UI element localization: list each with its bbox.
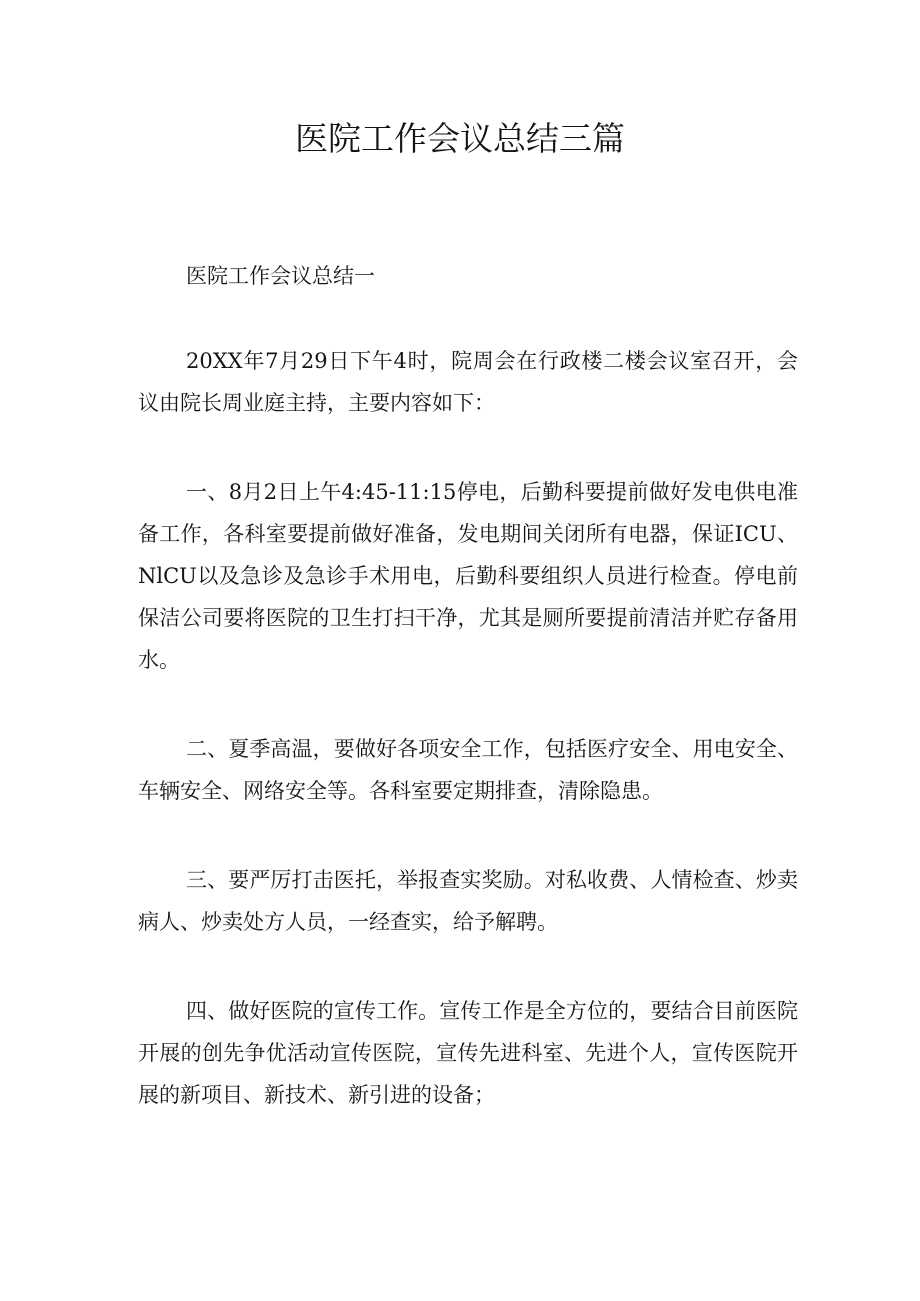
paragraph-item-4-publicity: 四、做好医院的宣传工作。宣传工作是全方位的，要结合目前医院开展的创先争优活动宣传医院，宣传先进科室、先进个人，宣传医院开展的新项目、新技术、新引进的设备； [138,999,798,1107]
paragraph-item-2-summer-safety: 二、夏季高温，要做好各项安全工作，包括医疗安全、用电安全、车辆安全、网络安全等。各科室要定期排查，清除隐患。 [138,737,798,803]
paragraph-meeting-intro: 20XX年7月29日下午4时，院周会在行政楼二楼会议室召开，会议由院长周业庭主持，主要内容如下： [138,349,798,415]
document-title: 医院工作会议总结三篇 [295,119,625,158]
paragraph-item-3-hospital-touts: 三、要严厉打击医托，举报查实奖励。对私收费、人情检查、炒卖病人、炒卖处方人员，一经查实，给予解聘。 [138,868,798,934]
paragraph-item-1-power-outage: 一、8月2日上午4:45-11:15停电，后勤科要提前做好发电供电准备工作，各科室要提前做好准备，发电期间关闭所有电器，保证ICU、NlCU以及急诊及急诊手术用电，后勤科要组织人员进行检查。停电前保洁公司要将医院的卫生打扫干净，尤其是厕所要提前清洁并贮存备用水。 [138,480,798,672]
section-heading: 医院工作会议总结一 [186,264,375,288]
